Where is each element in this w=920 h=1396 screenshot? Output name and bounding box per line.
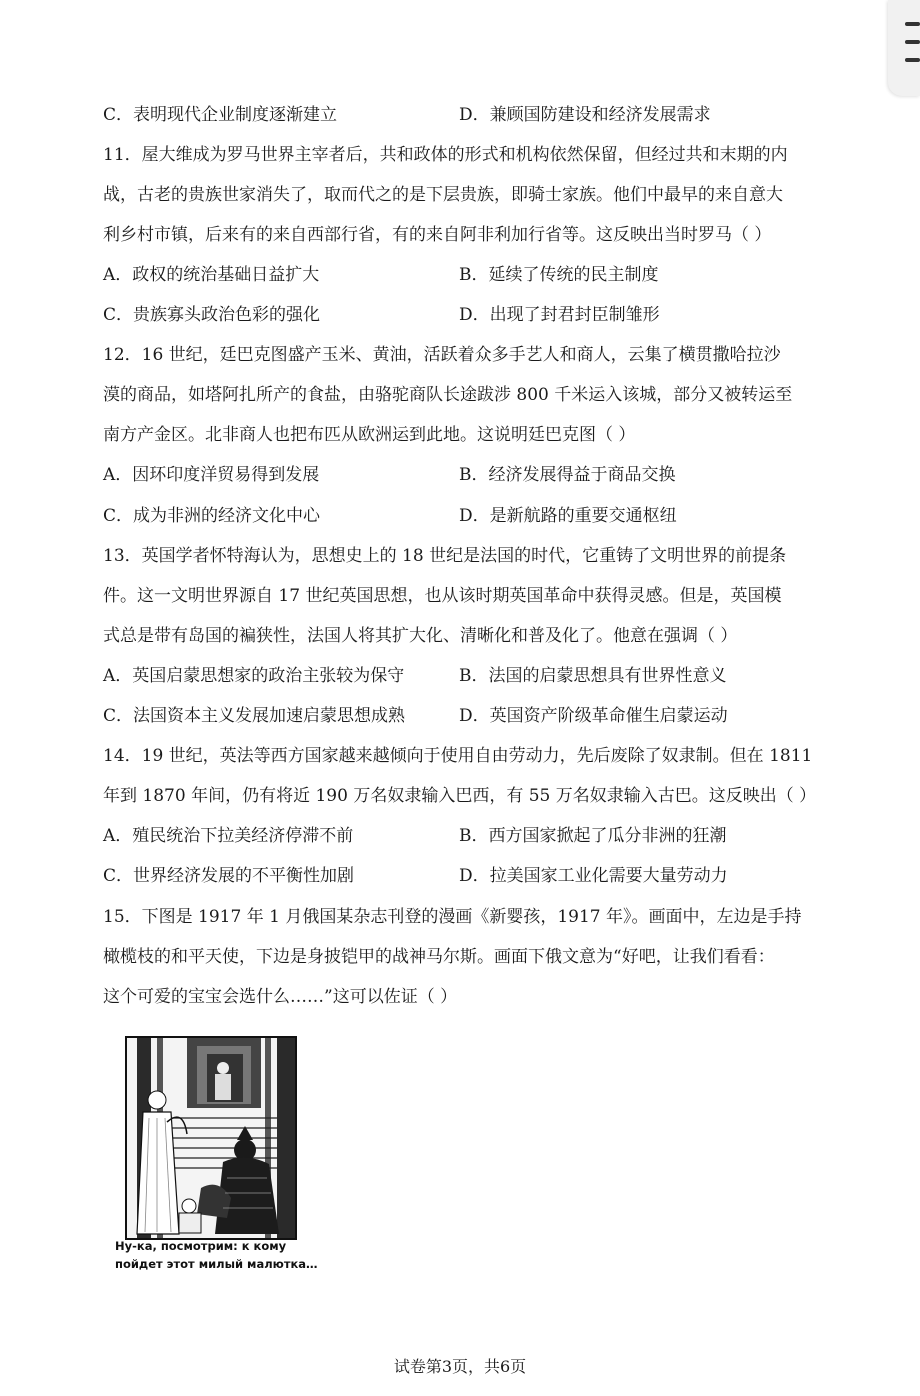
menu-icon	[905, 22, 920, 26]
q14-option-d: D．拉美国家工业化需要大量劳动力	[459, 866, 728, 886]
q11-option-b: B．延续了传统的民主制度	[459, 265, 659, 285]
q12-option-b: B．经济发展得益于商品交换	[459, 465, 676, 485]
q12-stem-line-2: 漠的商品，如塔阿扎所产的食盐，由骆驼商队长途跋涉 800 千米运入该城，部分又被转运至	[103, 385, 793, 405]
cartoon-figure	[115, 1036, 320, 1276]
q13-stem-line-2: 件。这一文明世界源自 17 世纪英国思想，也从该时期英国革命中获得灵感。但是，英国模	[103, 586, 782, 606]
q15-stem-line-3: 这个可爱的宝宝会选什么……”这可以佐证（ ）	[103, 987, 458, 1007]
q13-option-c: C．法国资本主义发展加速启蒙思想成熟	[103, 706, 406, 726]
q12-stem-line-1: 12．16 世纪，廷巴克图盛产玉米、黄油，活跃着众多手艺人和商人，云集了横贯撒哈拉沙	[103, 345, 781, 365]
q11-option-c: C．贵族寡头政治色彩的强化	[103, 305, 321, 325]
menu-button[interactable]	[888, 0, 920, 96]
q13-option-d: D．英国资产阶级革命催生启蒙运动	[459, 706, 728, 726]
q12-option-a: A．因环印度洋贸易得到发展	[103, 465, 320, 485]
q14-option-b: B．西方国家掀起了瓜分非洲的狂潮	[459, 826, 727, 846]
q13-stem-line-1: 13．英国学者怀特海认为，思想史上的 18 世纪是法国的时代，它重铸了文明世界的前提条	[103, 546, 787, 566]
q14-stem-line-1: 14．19 世纪，英法等西方国家越来越倾向于使用自由劳动力，先后废除了奴隶制。但在 1811	[103, 746, 813, 766]
q14-stem-line-2: 年到 1870 年间，仍有将近 190 万名奴隶输入巴西，有 55 万名奴隶输入古巴。这反映出（ ）	[103, 786, 817, 806]
figure-caption-line-2: пойдет этот милый малютка…	[115, 1257, 318, 1271]
cartoon-drawing	[127, 1038, 295, 1238]
q10-option-d: D．兼顾国防建设和经济发展需求	[459, 105, 711, 125]
q13-option-a: A．英国启蒙思想家的政治主张较为保守	[103, 666, 405, 686]
figure-caption	[115, 1237, 318, 1273]
q11-stem-line-1: 11．屋大维成为罗马世界主宰者后，共和政体的形式和机构依然保留，但经过共和末期的内	[103, 145, 788, 165]
q13-option-b: B．法国的启蒙思想具有世界性意义	[459, 666, 727, 686]
q13-stem-line-3: 式总是带有岛国的褊狭性，法国人将其扩大化、清晰化和普及化了。他意在强调（ ）	[103, 626, 738, 646]
q11-option-d: D．出现了封君封臣制雏形	[459, 305, 660, 325]
q12-option-c: C．成为非洲的经济文化中心	[103, 506, 321, 526]
q15-stem-line-1: 15．下图是 1917 年 1 月俄国某杂志刊登的漫画《新婴孩，1917 年》。画面中，左边是手持	[103, 907, 802, 927]
q11-stem-line-2: 战，古老的贵族世家消失了，取而代之的是下层贵族，即骑士家族。他们中最早的来自意大	[103, 185, 783, 205]
q11-stem-line-3: 利乡村市镇，后来有的来自西部行省，有的来自阿非利加行省等。这反映出当时罗马（ ）	[103, 225, 772, 245]
q11-option-a: A．政权的统治基础日益扩大	[103, 265, 320, 285]
q14-option-a: A．殖民统治下拉美经济停滞不前	[103, 826, 354, 846]
cartoon-image	[125, 1036, 297, 1240]
q15-stem-line-2: 橄榄枝的和平天使，下边是身披铠甲的战神马尔斯。画面下俄文意为“好吧，让我们看看：	[103, 947, 775, 967]
q12-stem-line-3: 南方产金区。北非商人也把布匹从欧洲运到此地。这说明廷巴克图（ ）	[103, 425, 636, 445]
q12-option-d: D．是新航路的重要交通枢纽	[459, 506, 677, 526]
figure-caption-line-1: Ну-ка, посмотрим: к кому	[115, 1239, 287, 1253]
page-footer: 试卷第3页，共6页	[393, 1357, 527, 1376]
q14-option-c: C．世界经济发展的不平衡性加剧	[103, 866, 355, 886]
q10-option-c: C．表明现代企业制度逐渐建立	[103, 105, 338, 125]
